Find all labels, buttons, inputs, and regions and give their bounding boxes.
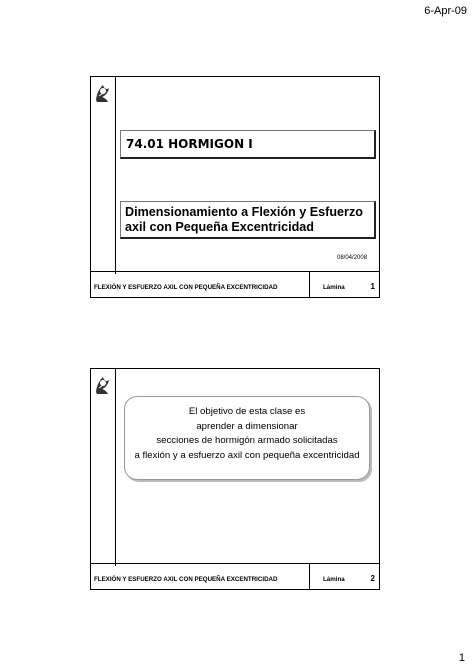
footer-lamina: Lámina <box>323 284 345 291</box>
objective-box <box>124 396 370 480</box>
slide-title-box <box>120 201 376 239</box>
footer-text: FLEXIÓN Y ESFUERZO AXIL CON PEQUEÑA EXCENTRICIDAD <box>94 284 278 291</box>
objective-line-2: aprender a dimensionar <box>196 420 298 432</box>
slide-sidebar <box>91 369 116 566</box>
slide-2 <box>90 368 380 590</box>
slide-1 <box>90 76 380 298</box>
footer-lamina: Lámina <box>323 576 345 583</box>
slide-date: 08/04/2008 <box>337 255 368 261</box>
objective-line-1: El objetivo de esta clase es <box>188 406 306 417</box>
course-title: 74.01 HORMIGON I <box>126 137 253 151</box>
slide-title-line-1: Dimensionamiento a Flexión y Esfuerzo <box>125 205 363 219</box>
fiuba-logo-icon <box>94 82 111 103</box>
objective-line-3: secciones de hormigón armado solicitadas <box>156 435 338 446</box>
course-title-box <box>120 130 376 159</box>
objective-line-4: a flexión y a esfuerzo axil con pequeña excentricidad <box>134 449 360 461</box>
page-number: 1 <box>458 652 465 664</box>
slide-footer <box>91 563 379 589</box>
slide-footer <box>91 271 379 297</box>
slide-sidebar <box>91 77 116 274</box>
slide-number: 2 <box>370 574 375 583</box>
header-date: 6-Apr-09 <box>424 5 467 17</box>
slide-title-line-2: axil con Pequeña Excentricidad <box>125 220 314 234</box>
fiuba-logo-icon <box>94 374 111 395</box>
slide-number: 1 <box>370 282 375 291</box>
footer-text: FLEXIÓN Y ESFUERZO AXIL CON PEQUEÑA EXCENTRICIDAD <box>94 576 278 583</box>
